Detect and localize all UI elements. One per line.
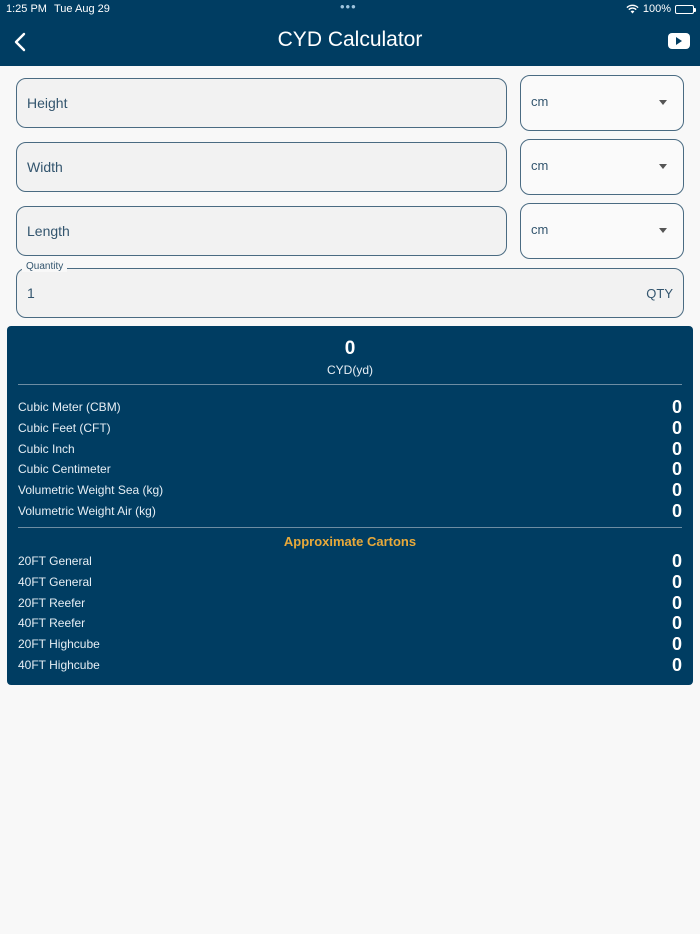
carton-value: 0 — [671, 572, 682, 592]
cartons-title: Approximate Cartons — [283, 534, 417, 549]
dropdown-caret-icon — [659, 100, 667, 105]
result-row — [18, 418, 682, 438]
status-right — [626, 3, 694, 15]
wifi-icon — [626, 4, 639, 14]
width-unit-value: cm — [531, 158, 549, 173]
carton-row — [18, 655, 682, 675]
carton-label: 20FT Reefer — [18, 596, 86, 610]
carton-row — [18, 613, 682, 633]
carton-row — [18, 551, 682, 571]
result-value: 0 — [671, 480, 682, 500]
status-bar — [0, 0, 700, 17]
width-input[interactable] — [16, 142, 507, 192]
width-unit-select[interactable] — [520, 139, 684, 195]
carton-label: 20FT Highcube — [18, 637, 100, 651]
result-value: 0 — [671, 439, 682, 459]
width-placeholder: Width — [27, 159, 63, 175]
result-label: Cubic Meter (CBM) — [18, 400, 121, 414]
quantity-suffix: QTY — [646, 286, 673, 301]
length-unit-select[interactable] — [520, 203, 684, 259]
carton-label: 40FT Reefer — [18, 616, 86, 630]
height-input[interactable] — [16, 78, 507, 128]
status-time: 1:25 PM — [6, 3, 47, 15]
quantity-value: 1 — [27, 285, 35, 301]
quantity-label: Quantity — [22, 261, 67, 272]
result-value: 0 — [671, 501, 682, 521]
results-panel — [7, 326, 693, 685]
result-row — [18, 397, 682, 417]
carton-value: 0 — [671, 634, 682, 654]
result-label: Cubic Inch — [18, 442, 75, 456]
result-row — [18, 459, 682, 479]
carton-value: 0 — [671, 655, 682, 675]
app-header — [0, 0, 700, 66]
battery-icon — [675, 5, 694, 14]
cyd-unit: CYD(yd) — [326, 363, 373, 377]
cyd-value: 0 — [344, 338, 356, 359]
result-row — [18, 439, 682, 459]
result-row — [18, 501, 682, 521]
height-unit-select[interactable] — [520, 75, 684, 131]
carton-row — [18, 634, 682, 654]
result-value: 0 — [671, 459, 682, 479]
carton-value: 0 — [671, 551, 682, 571]
result-label: Cubic Feet (CFT) — [18, 421, 111, 435]
divider — [18, 527, 682, 528]
height-placeholder: Height — [27, 95, 68, 111]
dropdown-caret-icon — [659, 164, 667, 169]
carton-row — [18, 593, 682, 613]
result-label: Volumetric Weight Air (kg) — [18, 504, 156, 518]
carton-value: 0 — [671, 613, 682, 633]
carton-row — [18, 572, 682, 592]
dropdown-caret-icon — [659, 228, 667, 233]
youtube-play-icon[interactable] — [668, 33, 690, 49]
divider — [18, 384, 682, 385]
result-label: Cubic Centimeter — [18, 462, 111, 476]
result-label: Volumetric Weight Sea (kg) — [18, 483, 164, 497]
result-value: 0 — [671, 418, 682, 438]
result-value: 0 — [671, 397, 682, 417]
carton-label: 40FT General — [18, 575, 92, 589]
carton-value: 0 — [671, 593, 682, 613]
height-unit-value: cm — [531, 94, 549, 109]
multitasking-dots-icon[interactable]: ••• — [340, 0, 357, 14]
battery-percent: 100% — [642, 3, 671, 15]
page-title: CYD Calculator — [277, 28, 423, 51]
length-placeholder: Length — [27, 223, 70, 239]
carton-label: 40FT Highcube — [18, 658, 100, 672]
status-date: Tue Aug 29 — [54, 3, 110, 15]
result-row — [18, 480, 682, 500]
length-unit-value: cm — [531, 222, 549, 237]
carton-label: 20FT General — [18, 554, 92, 568]
length-input[interactable] — [16, 206, 507, 256]
quantity-input[interactable] — [16, 268, 684, 318]
